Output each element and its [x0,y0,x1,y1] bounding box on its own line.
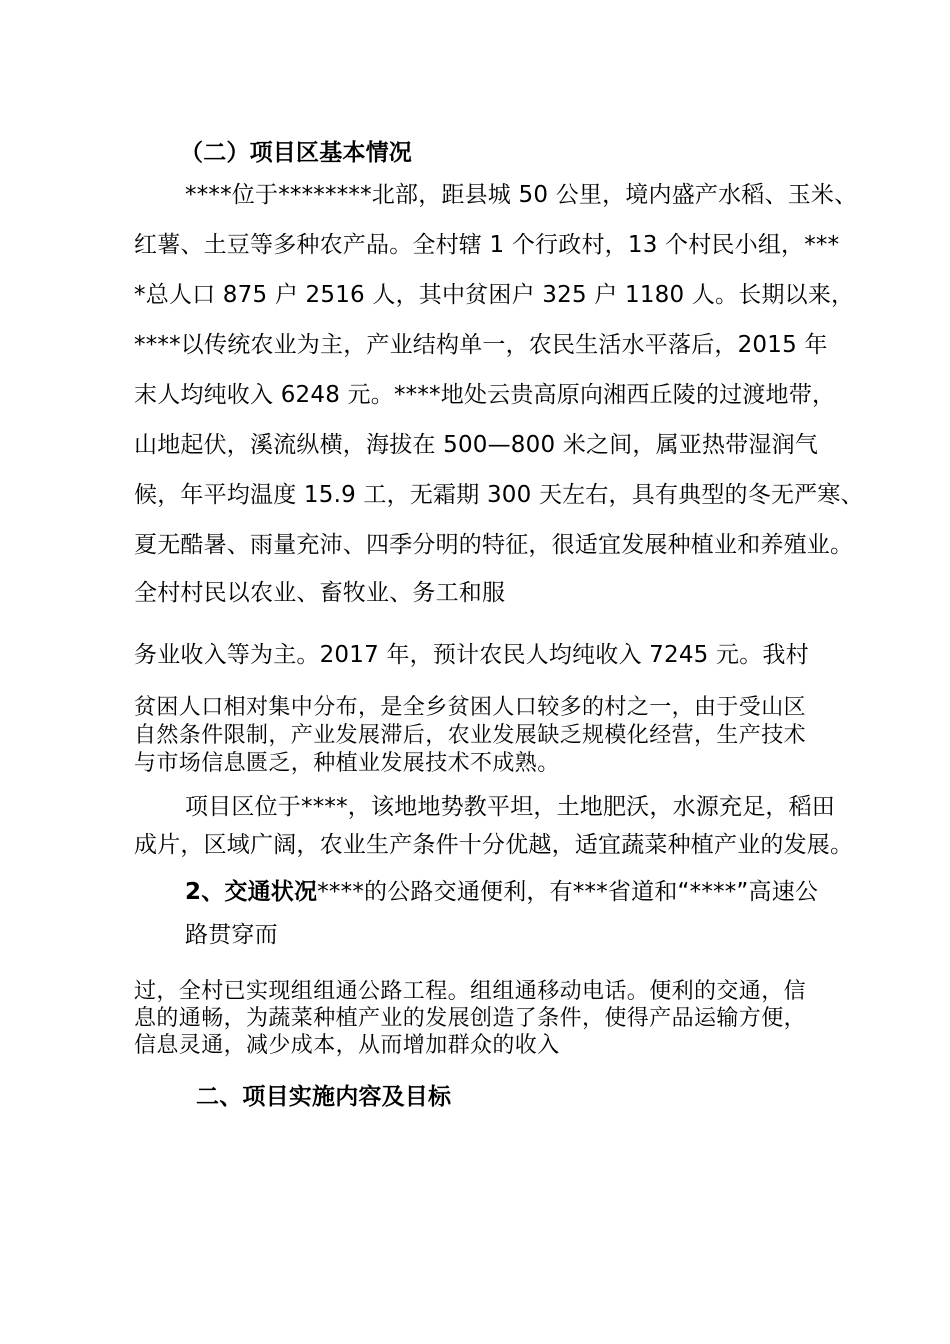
paragraph-line: 过，全村已实现组组通公路工程。组组通移动电话。便利的交通，信 [134,979,807,1004]
paragraph-line: 贫困人口相对集中分布，是全乡贫困人口较多的村之一，由于受山区 [134,695,807,720]
paragraph-line: 全村村民以农业、畜牧业、务工和服 [134,580,506,606]
item-text: ****的公路交通便利，有***省道和“****”高速公 [317,879,819,905]
paragraph-line: ****位于********北部，距县城 50 公里，境内盛产水稻、玉米、 [185,182,858,208]
paragraph-line: 息的通畅，为蔬菜种植产业的发展创造了条件，使得产品运输方便， [134,1006,807,1031]
item-label: 2、交通状况 [185,879,318,905]
paragraph-line: 候，年平均温度 15.9 工，无霜期 300 天左右，具有典型的冬无严寒、 [134,482,864,508]
paragraph-line: 自然条件限制，产业发展滞后，农业发展缺乏规模化经营，生产技术 [134,723,807,748]
paragraph-line: 夏无酷暑、雨量充沛、四季分明的特征，很适宜发展种植业和养殖业。 [134,532,854,558]
section-heading-implementation: 二、项目实施内容及目标 [196,1084,452,1110]
paragraph-line: 务业收入等为主。2017 年，预计农民人均纯收入 7245 元。我村 [134,642,809,668]
paragraph-line: 成片，区域广阔，农业生产条件十分优越，适宜蔬菜种植产业的发展。 [134,832,854,858]
paragraph-line: 红薯、土豆等多种农产品。全村辖 1 个行政村，13 个村民小组，*** [134,232,840,258]
paragraph-line: ****以传统农业为主，产业结构单一，农民生活水平落后，2015 年 [134,332,828,358]
paragraph-line: 山地起伏，溪流纵横，海拔在 500—800 米之间，属亚热带湿润气 [134,432,819,458]
paragraph-line: *总人口 875 户 2516 人，其中贫困户 325 户 1180 人。长期以来， [134,282,855,308]
section-heading-project-area: （二）项目区基本情况 [180,140,412,166]
paragraph-line: 与市场信息匮乏，种植业发展技术不成熟。 [134,751,560,776]
paragraph-line: 末人均纯收入 6248 元。****地处云贵高原向湘西丘陵的过渡地带， [134,382,836,408]
paragraph-line: 项目区位于****，该地地势教平坦，土地肥沃，水源充足，稻田 [185,794,835,820]
paragraph-line: 路贯穿而 [185,922,278,948]
numbered-item-traffic [185,877,818,907]
paragraph-line: 信息灵通，减少成本，从而增加群众的收入 [134,1033,560,1058]
